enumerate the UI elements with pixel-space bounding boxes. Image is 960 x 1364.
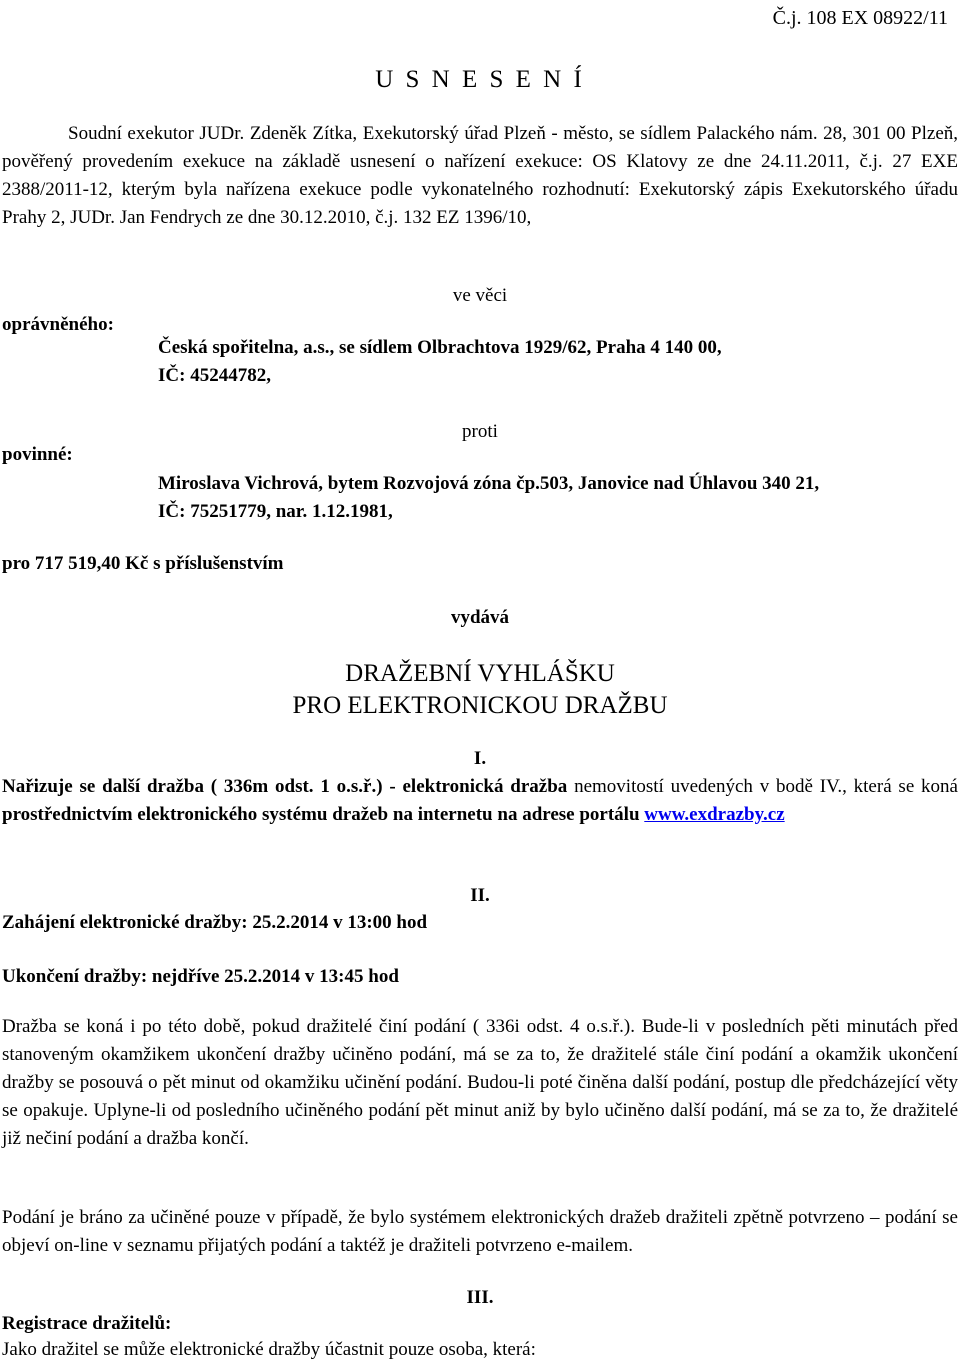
auction-start: Zahájení elektronické dražby: 25.2.2014 v 13:00 hod (2, 912, 428, 933)
creditor-details (158, 334, 956, 390)
heading-line-1: DRAŽEBNÍ VYHLÁŠKU (345, 660, 615, 687)
debtor-line-1: Miroslava Vichrová, bytem Rozvojová zóna čp.503, Janovice nad Úhlavou 340 21, (158, 473, 820, 494)
section-1-number: I. (473, 748, 487, 769)
section-3-text: Jako dražitel se může elektronické dražby účastnit pouze osoba, která: (2, 1339, 536, 1360)
section-1-bold-1: Nařizuje se další dražba ( 336m odst. 1 o.s.ř.) - elektronická dražba (2, 776, 568, 797)
section-3-heading: Registrace dražitelů: (2, 1313, 172, 1334)
creditor-line-2: IČ: 45244782, (158, 365, 271, 386)
section-1-text-1: nemovitostí uvedených v bodě IV., která se koná (567, 776, 958, 797)
section-2-paragraph-1: Dražba se koná i po této době, pokud dražitelé činí podání ( 336i odst. 4 o.s.ř.). Bude-li v posledních pěti minutách před stanoveným okamžikem ukončení dražby učiněno podání, má se za to, že dražitelé stále činí podání a okamžik ukončení dražby se posouvá o pět minut od okamžiku učinění podání. Budou-li poté činěna další podání, postup dle předcházející věty se opakuje. Uplyne-li od posledního učiněného podání pět minut aniž by bylo učiněno další podání, má se za to, že dražitelé již nečiní podání a dražba končí. (2, 1016, 958, 1149)
issues-label: vydává (450, 607, 510, 628)
section-1-text (2, 773, 958, 829)
against-label: proti (462, 421, 498, 442)
creditor-line-1: Česká spořitelna, a.s., se sídlem Olbrachtova 1929/62, Praha 4 140 00, (158, 337, 722, 358)
reference-number: Č.j. 108 EX 08922/11 (772, 7, 948, 29)
section-3-number: III. (466, 1287, 494, 1308)
section-2-number: II. (470, 885, 490, 906)
intro-text: Soudní exekutor JUDr. Zdeněk Zítka, Exekutorský úřad Plzeň - město, se sídlem Palackého nám. 28, 301 00 Plzeň, pověřený provedením exekuce na základě usnesení o nařízení exekuce: OS Klatovy ze dne 24.11.2011, č.j. 27 EXE 2388/2011-12, kterým byla nařízena exekuce podle vykonatelného rozhodnutí: Exekutorský zápis Exekutorského úřadu Prahy 2, JUDr. Jan Fendrych ze dne 30.12.2010, č.j. 132 EZ 1396/10, (2, 123, 958, 228)
matter-label: ve věci (452, 285, 508, 306)
debtor-label: povinné: (2, 444, 73, 465)
section-1-bold-2: prostřednictvím elektronického systému dražeb na internetu na adrese portálu (2, 804, 640, 825)
debtor-line-2: IČ: 75251779, nar. 1.12.1981, (158, 501, 393, 522)
debtor-details (158, 470, 956, 526)
heading-line-2: PRO ELEKTRONICKOU DRAŽBU (292, 692, 668, 719)
auction-end: Ukončení dražby: nejdříve 25.2.2014 v 13:45 hod (2, 966, 399, 987)
intro-paragraph (2, 120, 958, 232)
document-title: U S N E S E N Í (375, 66, 585, 93)
creditor-label: oprávněného: (2, 314, 114, 335)
claim-amount: pro 717 519,40 Kč s příslušenstvím (2, 553, 284, 574)
section-2-paragraph-2: Podání je bráno za učiněné pouze v případě, že bylo systémem elektronických dražeb dražiteli zpětně potvrzeno – podání se objeví on-line v seznamu přijatých podání a taktéž je dražiteli potvrzeno e-mailem. (2, 1207, 958, 1256)
portal-link[interactable]: www.exdrazby.cz (644, 804, 785, 825)
